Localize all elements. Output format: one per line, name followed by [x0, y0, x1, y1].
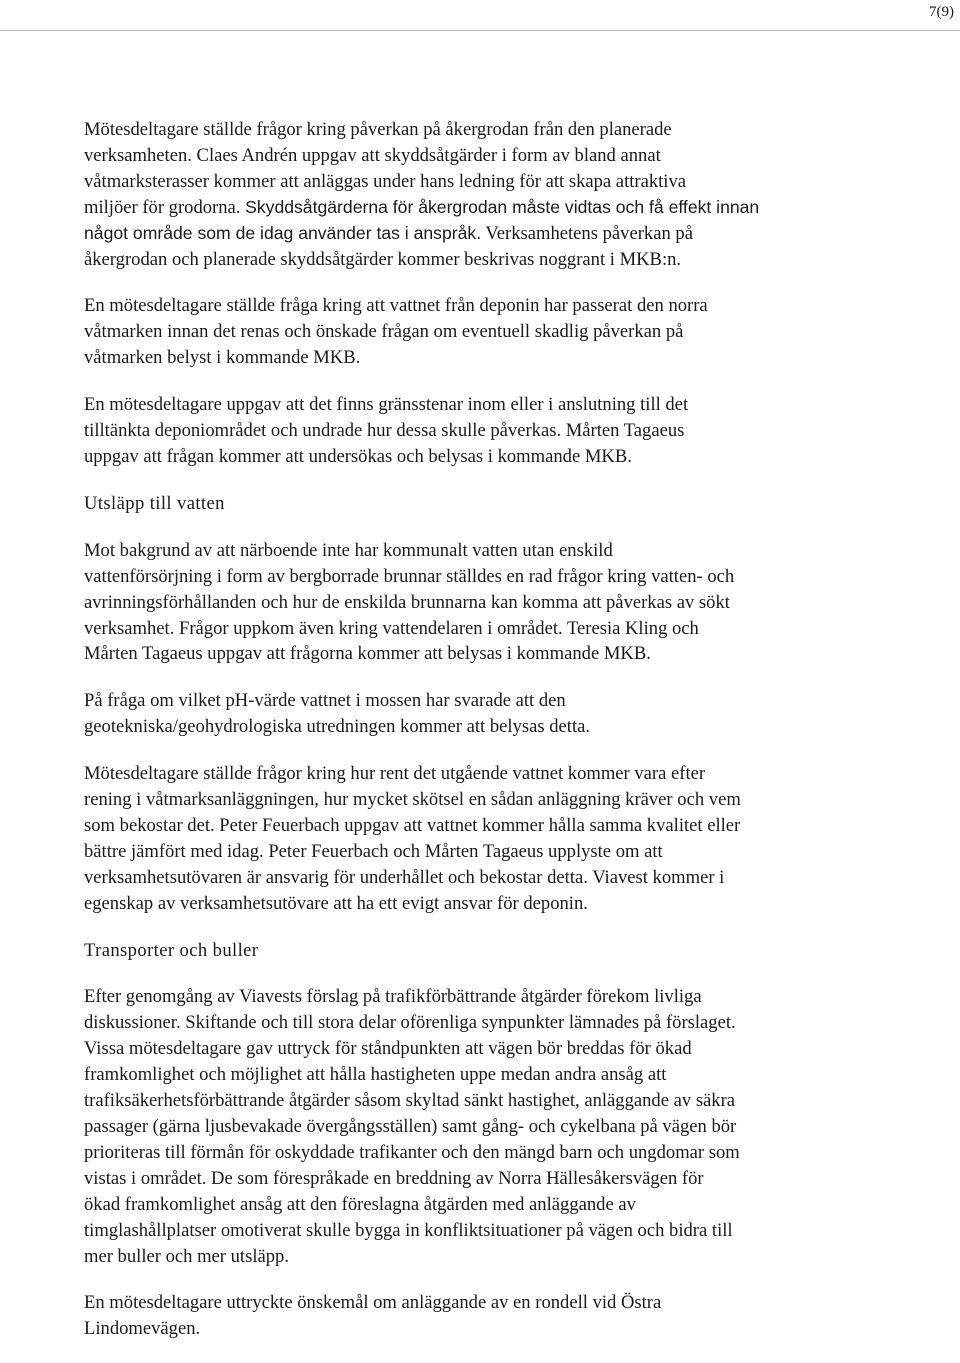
- text-segment: våtmarken innan det renas och önskade frågan om eventuell skadlig påverkan på: [84, 321, 684, 343]
- text-segment: prioriteras till förmån för oskyddade trafikanter och den mängd barn och ungdomar som: [84, 1141, 740, 1163]
- text-line: [84, 444, 884, 470]
- text-line: [84, 564, 884, 590]
- text-line: [84, 1062, 884, 1088]
- text-line: [84, 590, 884, 616]
- paragraph: [84, 761, 884, 916]
- text-line: [84, 1290, 884, 1316]
- text-segment: Vissa mötesdeltagare gav uttryck för ståndpunkten att vägen bör breddas för ökad: [84, 1038, 692, 1060]
- text-segment: Mötesdeltagare ställde frågor kring hur rent det utgående vattnet kommer vara efter: [84, 763, 706, 785]
- text-line: [84, 1218, 884, 1244]
- text-line: [84, 1166, 884, 1192]
- text-segment: En mötesdeltagare uttryckte önskemål om anläggande av en rondell vid Östra: [84, 1292, 662, 1314]
- text-segment: Mot bakgrund av att närboende inte har kommunalt vatten utan enskild: [84, 539, 613, 561]
- text-segment: våtmarksterasser kommer att anläggas under hans ledning för att skapa attraktiva: [84, 170, 687, 192]
- text-line: [84, 1010, 884, 1036]
- text-line: [84, 714, 884, 740]
- text-line: [84, 1140, 884, 1166]
- text-line: [84, 143, 884, 169]
- section-heading: Transporter och buller: [84, 939, 259, 961]
- text-segment: passager (gärna ljusbevakade övergångsställen) samt gång- och cykelbana på vägen bör: [84, 1116, 737, 1137]
- text-segment: Mårten Tagaeus uppgav att frågorna kommer att belysas i kommande MKB.: [84, 643, 651, 665]
- text-segment: mer buller och mer utsläpp.: [84, 1245, 289, 1267]
- paragraph: [84, 538, 884, 668]
- text-line: [84, 293, 884, 319]
- paragraph: [84, 117, 884, 272]
- text-line: [84, 195, 884, 221]
- text-line: [84, 761, 884, 787]
- text-line: [84, 538, 884, 564]
- text-segment: geotekniska/geohydrologiska utredningen kommer att belysas detta.: [84, 716, 591, 738]
- text-segment: timglashållplatser omotiverat skulle bygga in konfliktsituationer på vägen och bidra till: [84, 1219, 733, 1241]
- text-segment: våtmarken belyst i kommande MKB.: [84, 347, 361, 369]
- text-line: [84, 319, 884, 345]
- paragraph: [84, 293, 884, 371]
- text-segment: som bekostar det. Peter Feuerbach uppgav att vattnet kommer hålla samma kvalitet eller: [84, 814, 741, 836]
- text-segment: Verksamhetens påverkan på: [481, 222, 693, 244]
- text-line: [84, 247, 884, 273]
- text-segment: verksamhet. Frågor uppkom även kring vattendelaren i området. Teresia Kling och: [84, 617, 699, 639]
- text-line: [84, 418, 884, 444]
- paragraph: [84, 1290, 884, 1342]
- text-segment: avrinningsförhållanden och hur de enskilda brunnarna kan komma att påverkas av sökt: [84, 591, 730, 613]
- text-segment: diskussioner. Skiftande och till stora delar oförenliga synpunkter lämnades på förslaget.: [84, 1012, 736, 1034]
- paragraph: [84, 688, 884, 740]
- text-line: [84, 169, 884, 195]
- text-line: [84, 1114, 884, 1140]
- text-segment: bättre jämfört med idag. Peter Feuerbach och Mårten Tagaeus upplyste om att: [84, 840, 663, 862]
- text-segment: En mötesdeltagare ställde fråga kring att vattnet från deponin har passerat den norra: [84, 295, 708, 317]
- text-line: [84, 688, 884, 714]
- text-line: [84, 392, 884, 418]
- text-segment: rening i våtmarksanläggningen, hur mycket skötsel en sådan anläggning kräver och vem: [84, 789, 741, 811]
- text-segment: tilltänkta deponiområdet och undrade hur dessa skulle påverkas. Mårten Tagaeus: [84, 420, 685, 442]
- text-line: [84, 787, 884, 813]
- text-segment: verksamhetsutövaren är ansvarig för underhållet och bekostar detta. Viavest kommer i: [84, 866, 725, 888]
- text-line: [84, 984, 884, 1010]
- text-line: [84, 117, 884, 143]
- text-segment: Lindomevägen.: [84, 1318, 201, 1340]
- text-line: [84, 221, 884, 247]
- text-line: [84, 1316, 884, 1342]
- text-segment: En mötesdeltagare uppgav att det finns gränsstenar inom eller i anslutning till det: [84, 394, 689, 416]
- text-line: [84, 616, 884, 642]
- text-line: [84, 345, 884, 371]
- text-line: [84, 839, 884, 865]
- text-line: [84, 891, 884, 917]
- text-line: [84, 641, 884, 667]
- text-line: [84, 813, 884, 839]
- text-line: [84, 1088, 884, 1114]
- text-segment: verksamheten. Claes Andrén uppgav att skyddsåtgärder i form av bland annat: [84, 144, 661, 166]
- text-segment: trafiksäkerhetsförbättrande åtgärder såsom skyltad sänkt hastighet, anläggande av säkra: [84, 1090, 736, 1112]
- paragraph: [84, 984, 884, 1269]
- text-segment: miljöer för grodorna.: [84, 196, 246, 218]
- text-segment: något område som de idag använder tas i anspråk.: [84, 222, 482, 243]
- text-segment: vattenförsörjning i form av bergborrade brunnar ställdes en rad frågor kring vatten- och: [84, 565, 735, 587]
- text-segment: uppgav att frågan kommer att undersökas och belysas i kommande MKB.: [84, 445, 632, 467]
- text-line: [84, 1036, 884, 1062]
- section-heading: Utsläpp till vatten: [84, 492, 225, 514]
- text-segment: åkergrodan och planerade skyddsåtgärder kommer beskrivas noggrant i MKB:n.: [84, 248, 682, 270]
- text-segment: Mötesdeltagare ställde frågor kring påverkan på åkergrodan från den planerade: [84, 119, 672, 140]
- text-segment: egenskap av verksamhetsutövare att ha ett evigt ansvar för deponin.: [84, 892, 588, 914]
- text-segment: vistas i området. De som förespråkade en breddning av Norra Hällesåkersvägen för: [84, 1167, 704, 1189]
- text-segment: Efter genomgång av Viavests förslag på trafikförbättrande åtgärder förekom livliga: [84, 986, 702, 1008]
- text-segment: ökad framkomlighet ansåg att den föreslagna åtgärden med anläggande av: [84, 1193, 636, 1215]
- text-segment: Skyddsåtgärderna för åkergrodan måste vidtas och få effekt innan: [245, 196, 760, 217]
- page-number: 7(9): [929, 4, 954, 20]
- text-line: [84, 1244, 884, 1270]
- paragraph: [84, 392, 884, 470]
- text-segment: framkomlighet och möjlighet att hålla hastigheten uppe medan andra ansåg att: [84, 1064, 667, 1086]
- text-segment: På fråga om vilket pH-värde vattnet i mossen har svarade att den: [84, 690, 566, 712]
- text-line: [84, 865, 884, 891]
- text-line: [84, 1192, 884, 1218]
- document-body: [84, 117, 884, 1363]
- header-divider: [0, 30, 960, 31]
